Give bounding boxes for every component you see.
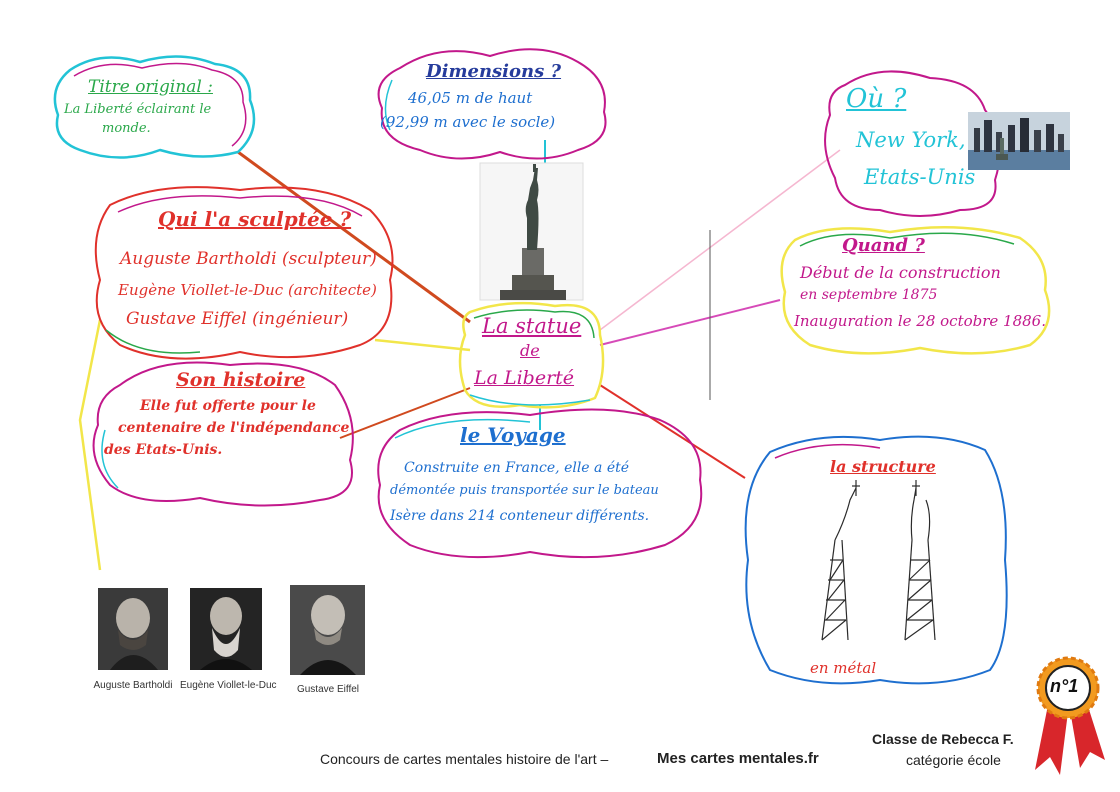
dimensions-heading: Dimensions ? [426, 61, 562, 82]
footer-classe: Classe de Rebecca F. [872, 731, 1014, 747]
titre-heading: Titre original : [88, 77, 213, 97]
ou-text-2: Etats-Unis [864, 165, 976, 189]
footer-site-link[interactable]: Mes cartes mentales.fr [657, 750, 819, 767]
portrait-caption-bartholdi: Auguste Bartholdi [93, 680, 173, 691]
ou-text-1: New York, [856, 128, 966, 152]
sculpte-heading: Qui l'a sculptée ? [158, 207, 352, 231]
connector-sculpte [375, 340, 470, 350]
dimensions-text-1: 46,05 m de haut [408, 89, 533, 107]
sculpte-line-1: Auguste Bartholdi (sculpteur) [120, 249, 377, 269]
medal-label: n°1 [1050, 676, 1079, 696]
quand-line-2: en septembre 1875 [800, 287, 938, 303]
structure-caption: en métal [810, 659, 877, 677]
ou-heading: Où ? [846, 84, 907, 114]
portrait-caption-eiffel: Gustave Eiffel [296, 684, 360, 695]
connector-portraits [80, 320, 100, 570]
new-york-photo [968, 112, 1070, 170]
sculpte-line-2: Eugène Viollet-le-Duc (architecte) [118, 281, 377, 299]
center-line-2: de [520, 341, 540, 360]
portrait-eiffel [290, 585, 365, 675]
bubble-structure-inner [775, 445, 880, 458]
histoire-line-3: des Etats-Unis. [104, 442, 223, 458]
bubble-center-blue [470, 395, 590, 405]
center-line-3: La Liberté [474, 367, 575, 389]
voyage-heading: le Voyage [460, 423, 566, 447]
connector-quand [600, 300, 780, 345]
portrait-bartholdi [98, 588, 168, 670]
structure-drawing [822, 480, 935, 640]
voyage-line-1: Construite en France, elle a été [404, 460, 630, 476]
titre-text-1: La Liberté éclairant le [64, 102, 212, 117]
portrait-viollet-le-duc [190, 588, 262, 670]
quand-line-1: Début de la construction [800, 263, 1001, 282]
quand-heading: Quand ? [842, 235, 925, 256]
connector-histoire [340, 388, 470, 438]
center-line-1: La statue [482, 314, 582, 338]
footer-categorie: catégorie école [906, 752, 1001, 768]
quand-line-3: Inauguration le 28 octobre 1886. [794, 312, 1046, 330]
titre-text-2: monde. [102, 121, 151, 136]
bubble-sculpte-green [106, 330, 200, 353]
structure-heading: la structure [830, 457, 936, 476]
portrait-caption-viollet-le-duc: Eugène Viollet-le-Duc [180, 680, 277, 691]
footer-contest: Concours de cartes mentales histoire de l'art – [320, 751, 609, 767]
voyage-line-3: Isère dans 214 conteneur différents. [390, 508, 650, 524]
histoire-line-2: centenaire de l'indépendance [118, 420, 350, 436]
histoire-line-1: Elle fut offerte pour le [140, 398, 316, 414]
sculpte-line-3: Gustave Eiffel (ingénieur) [126, 309, 349, 329]
statue-photo [480, 163, 583, 300]
voyage-line-2: démontée puis transportée sur le bateau [390, 483, 659, 498]
histoire-heading: Son histoire [176, 369, 306, 391]
dimensions-text-2: (92,99 m avec le socle) [380, 113, 556, 131]
